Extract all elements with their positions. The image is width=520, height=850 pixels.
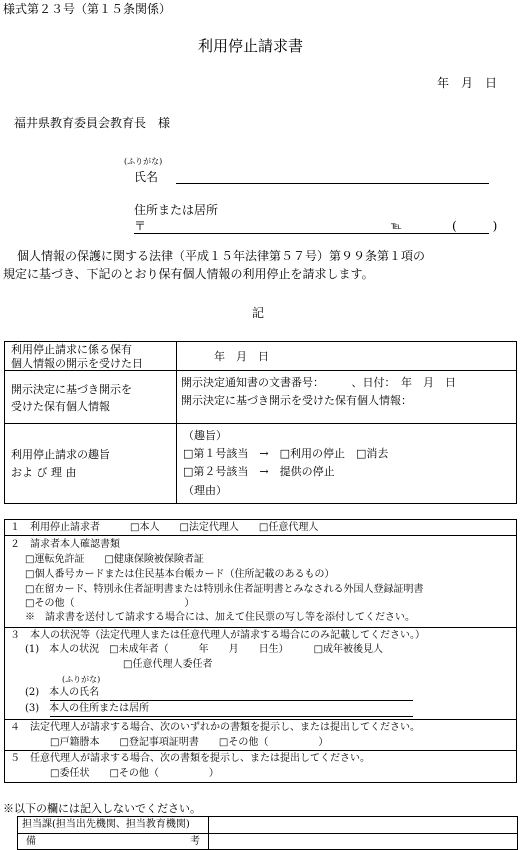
page-title: 利用停止請求書 <box>198 37 304 55</box>
row3-label-1: 利用停止請求の趣旨 <box>11 448 110 461</box>
purpose-heading: （趣旨） <box>183 429 227 442</box>
disclosed-info-field[interactable]: 開示決定に基づき開示を受けた保有個人情報： <box>181 394 412 407</box>
tel-parens: ( ) <box>452 219 498 233</box>
section-5-title: ５ 任意代理人が請求する場合、次の書類を提示し、または提出してください。 <box>10 753 370 764</box>
office-row-2-label-b: 考 <box>190 836 200 847</box>
legal-agent-docs[interactable]: □戸籍謄本 □登記事項証明書 □その他（ ） <box>50 737 329 748</box>
principal-address-field[interactable] <box>50 716 413 717</box>
addressee: 福井県教育委員会教育長 様 <box>14 116 171 130</box>
principal-status[interactable]: (1) 本人の状況 □未成年者（ 年 月 日生） □成年被後見人 <box>25 644 384 655</box>
furigana-label: (ふりがな) <box>124 157 163 166</box>
id-option-1[interactable]: □運転免許証 □健康保険被保険者証 <box>25 554 204 565</box>
section-2-title: ２ 請求者本人確認書類 <box>10 539 120 550</box>
purpose-option-2[interactable]: □第２号該当 → 提供の停止 <box>183 465 335 478</box>
principal-name-label: (2) 本人の氏名 <box>25 687 100 698</box>
intro-line-1: 個人情報の保護に関する法律（平成１５年法律第５７号）第９９条第１項の <box>17 249 426 263</box>
principal-status-delegator[interactable]: □任意代理人委任者 <box>123 659 213 670</box>
section-1-requester[interactable]: １ 利用停止請求者 □本人 □法定代理人 □任意代理人 <box>10 522 319 533</box>
section-4-title: ４ 法定代理人が請求する場合、次のいずれかの書類を提示し、または提出してください。 <box>10 722 420 733</box>
row2-label-2: 受けた保有個人情報 <box>11 400 110 413</box>
row1-label-2: 個人情報の開示を受けた日 <box>11 357 143 370</box>
disclosure-date-field[interactable]: 年 月 日 <box>214 350 269 363</box>
id-note: ※ 請求書を送付して請求する場合には、加えて住民票の写し等を添付してください。 <box>25 612 415 623</box>
row1-label-1: 利用停止請求に係る保有 <box>11 343 132 356</box>
principal-furigana: (ふりがな) <box>62 675 101 684</box>
intro-line-2: 規定に基づき、下記のとおり保有個人情報の利用停止を請求します。 <box>3 267 374 281</box>
office-note: ※以下の欄には記入しないでください。 <box>3 802 201 815</box>
document-number-field[interactable]: 開示決定通知書の文書番号： 、日付： 年 月 日 <box>181 376 456 389</box>
row3-label-2: およ び 理 由 <box>11 466 77 479</box>
id-option-2[interactable]: □個人番号カードまたは住民基本台帳カード（住所記載のあるもの） <box>25 569 335 580</box>
postal-mark: 〒 <box>134 219 147 233</box>
office-row-2-label-a: 備 <box>26 836 36 847</box>
office-row-1-label: 担当課(担当出先機関、担当教育機関) <box>22 819 190 830</box>
name-field[interactable] <box>176 183 489 184</box>
purpose-option-1[interactable]: □第１号該当 → □利用の停止 □消去 <box>183 447 389 460</box>
name-label: 氏名 <box>134 170 159 184</box>
voluntary-agent-docs[interactable]: □委任状 □その他（ ） <box>50 768 219 779</box>
principal-address-label: (3) 本人の住所または居所 <box>25 703 150 714</box>
tel-icon: ℡ <box>391 221 402 232</box>
date-line: 年 月 日 <box>437 76 498 90</box>
reason-heading: （理由） <box>183 484 227 497</box>
address-field[interactable] <box>134 233 489 234</box>
section-3-title: ３ 本人の状況等（法定代理人または任意代理人が請求する場合にのみ記載してください。） <box>10 630 425 641</box>
row2-label-1: 開示決定に基づき開示を <box>11 383 132 396</box>
principal-name-field[interactable] <box>50 700 413 701</box>
form-number: 様式第２３号（第１５条関係） <box>3 2 172 16</box>
id-option-other[interactable]: □その他（ ） <box>25 598 195 609</box>
address-label: 住所または居所 <box>134 203 219 217</box>
id-option-3[interactable]: □在留カード、特別永住者証明書または特別永住者証明書とみなされる外国人登録証明書 <box>25 584 424 595</box>
ki-label: 記 <box>252 306 265 320</box>
